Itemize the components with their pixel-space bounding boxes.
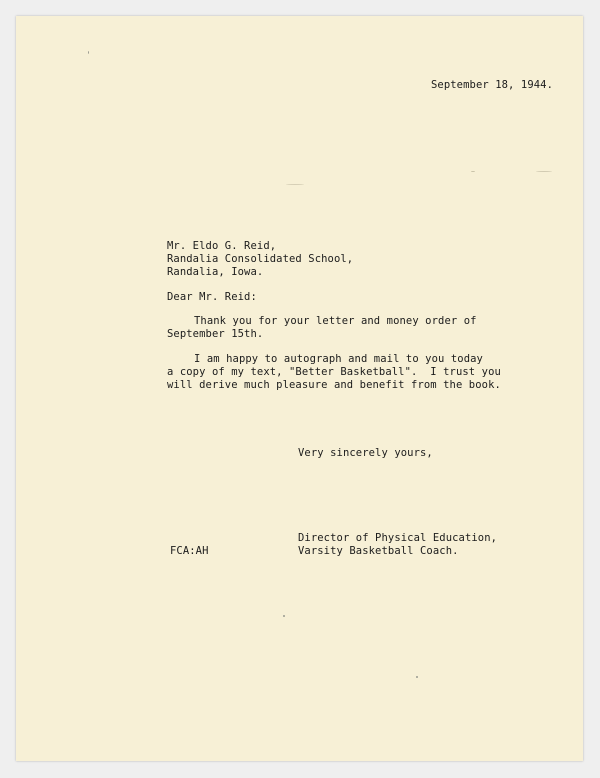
body-paragraph-2-line-1: I am happy to autograph and mail to you today (194, 353, 483, 365)
letter-page (16, 16, 583, 761)
paper-mark (536, 171, 552, 172)
signature-title-line-1: Director of Physical Education, (298, 532, 498, 544)
paper-speck (88, 51, 89, 54)
recipient-name: Mr. Eldo G. Reid, (167, 240, 277, 252)
recipient-organization: Randalia Consolidated School, (167, 253, 354, 265)
letter-date: September 18, 1944. (431, 79, 554, 91)
paper-speck (283, 615, 285, 617)
paper-mark (286, 184, 304, 185)
salutation: Dear Mr. Reid: (167, 291, 257, 303)
paper-speck (416, 676, 418, 678)
signature-title-line-2: Varsity Basketball Coach. (298, 545, 459, 557)
body-paragraph-1-line-2: September 15th. (167, 328, 264, 340)
typist-initials: FCA:AH (170, 545, 209, 557)
closing: Very sincerely yours, (298, 447, 433, 459)
body-paragraph-2-line-3: will derive much pleasure and benefit from the book. (167, 379, 501, 391)
recipient-location: Randalia, Iowa. (167, 266, 264, 278)
body-paragraph-1-line-1: Thank you for your letter and money order of (194, 315, 477, 327)
paper-mark (471, 171, 475, 172)
body-paragraph-2-line-2: a copy of my text, "Better Basketball". I trust you (167, 366, 501, 378)
